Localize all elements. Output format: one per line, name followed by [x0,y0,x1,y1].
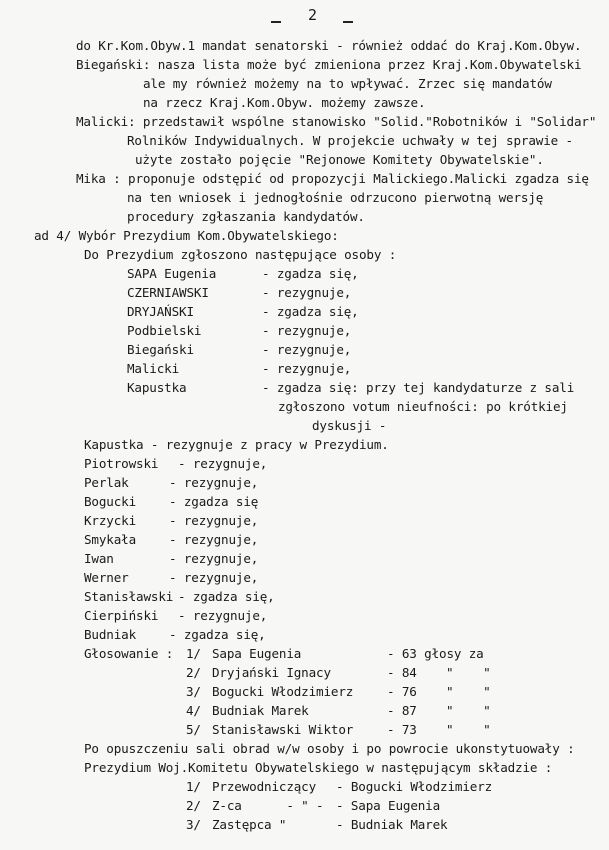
vote-name: Dryjański Ignacy [212,665,331,680]
vote-ditto: " " [446,684,491,699]
vote-name: Bogucki Włodzimierz [212,684,354,699]
vote-number: 2/ [186,665,201,680]
presidium-role: Przewodniczący [212,779,317,794]
agenda-item-heading: ad 4/ Wybór Prezydium Kom.Obywatelskiego: [34,228,339,243]
text-line: na ten wniosek i jednogłośnie odrzucono pierwotną wersję [127,190,544,205]
candidate-name: Podbielski [127,323,202,338]
page-number: 2 [308,6,317,24]
candidate-status-continued: dyskusji - [312,418,387,433]
vote-count: - 63 głosy za [387,646,484,661]
presidium-member: - Bogucki Włodzimierz [336,779,493,794]
candidate-status: - rezygnuje, [262,323,352,338]
vote-number: 4/ [186,703,201,718]
candidate-status: - zgadza się: przy tej kandydaturze z sali [262,380,575,395]
presidium-member: - Budniak Marek [336,817,448,832]
text-line: ale my również możemy na to wpływać. Zrzec się mandatów [143,76,552,91]
voting-label: Głosowanie : [84,646,174,661]
person-name: Perlak [84,475,129,490]
text-line: Mika : proponuje odstępić od propozycji Malickiego.Malicki zgadza się [76,171,589,186]
person-status: - rezygnuje, [169,570,259,585]
person-status: - rezygnuje, [178,456,268,471]
text-line: do Kr.Kom.Obyw.1 mandat senatorski - również oddać do Kraj.Kom.Obyw. [76,38,582,53]
vote-count: - 76 [387,684,417,699]
vote-ditto: " " [446,665,491,680]
person-name: Werner [84,570,129,585]
text-line: Do Prezydium zgłoszono następujące osoby : [84,247,397,262]
candidate-name: DRYJAŃSKI [127,304,194,319]
candidate-name: Kapustka [127,380,187,395]
person-status: - zgadza się [169,494,259,509]
person-name: Smykała [84,532,137,547]
presidium-role: Zastępca " [212,817,287,832]
person-status: - rezygnuje, [178,608,268,623]
vote-count: - 84 [387,665,417,680]
vote-name: Stanisławski Wiktor [212,722,354,737]
candidate-status: - rezygnuje, [262,342,352,357]
candidate-name: CZERNIAWSKI [127,285,209,300]
candidate-status: - rezygnuje, [262,361,352,376]
candidate-status-continued: zgłoszono votum nieufności: po krótkiej [278,399,568,414]
vote-count: - 73 [387,722,417,737]
vote-number: 3/ [186,684,201,699]
vote-name: Budniak Marek [212,703,309,718]
text-line: Prezydium Woj.Komitetu Obywatelskiego w następującym składzie : [84,760,553,775]
presidium-number: 3/ [186,817,201,832]
person-name: Krzycki [84,513,137,528]
text-line: Malicki: przedstawił wspólne stanowisko "Solid."Robotników i "Solidar" [76,114,597,129]
candidate-name: Biegański [127,342,194,357]
person-status: - zgadza się, [169,627,266,642]
presidium-role: Z-ca - " - [212,798,324,813]
text-line: Biegański: nasza lista może być zmieniona przez Kraj.Kom.Obywatelski [76,57,582,72]
vote-number: 1/ [186,646,201,661]
presidium-number: 1/ [186,779,201,794]
text-line: Po opuszczeniu sali obrad w/w osoby i po powrocie ukonstytuowały : [84,741,575,756]
person-status: - rezygnuje, [169,475,259,490]
person-name: Cierpiński [84,608,159,623]
candidate-name: SAPA Eugenia [127,266,217,281]
vote-ditto: " " [446,703,491,718]
candidate-status: - zgadza się, [262,266,359,281]
text-line: Rolników Indywidualnych. W projekcie uchwały w tej sprawie - [127,133,573,148]
text-line: na rzecz Kraj.Kom.Obyw. możemy zawsze. [143,95,426,110]
candidate-status: - rezygnuje, [262,285,352,300]
candidate-name: Malicki [127,361,180,376]
person-status: - rezygnuje, [169,513,259,528]
vote-ditto: " " [446,722,491,737]
person-status: - rezygnuje, [169,551,259,566]
vote-number: 5/ [186,722,201,737]
person-name: Bogucki [84,494,137,509]
header-dash-left [271,21,281,23]
person-name: Piotrowski [84,456,159,471]
candidate-status: - zgadza się, [262,304,359,319]
person-name: Budniak [84,627,137,642]
presidium-number: 2/ [186,798,201,813]
person-name: Stanisławski [84,589,174,604]
text-line: procedury zgłaszania kandydatów. [127,209,365,224]
presidium-member: - Sapa Eugenia [336,798,441,813]
person-status: - rezygnuje, [169,532,259,547]
header-dash-right [343,21,353,23]
person-status: - zgadza się, [178,589,275,604]
person-name: Iwan [84,551,114,566]
vote-count: - 87 [387,703,417,718]
text-line: użyte zostało pojęcie "Rejonowe Komitety Obywatelskie". [135,152,544,167]
vote-name: Sapa Eugenia [212,646,302,661]
text-line: Kapustka - rezygnuje z pracy w Prezydium. [84,437,389,452]
